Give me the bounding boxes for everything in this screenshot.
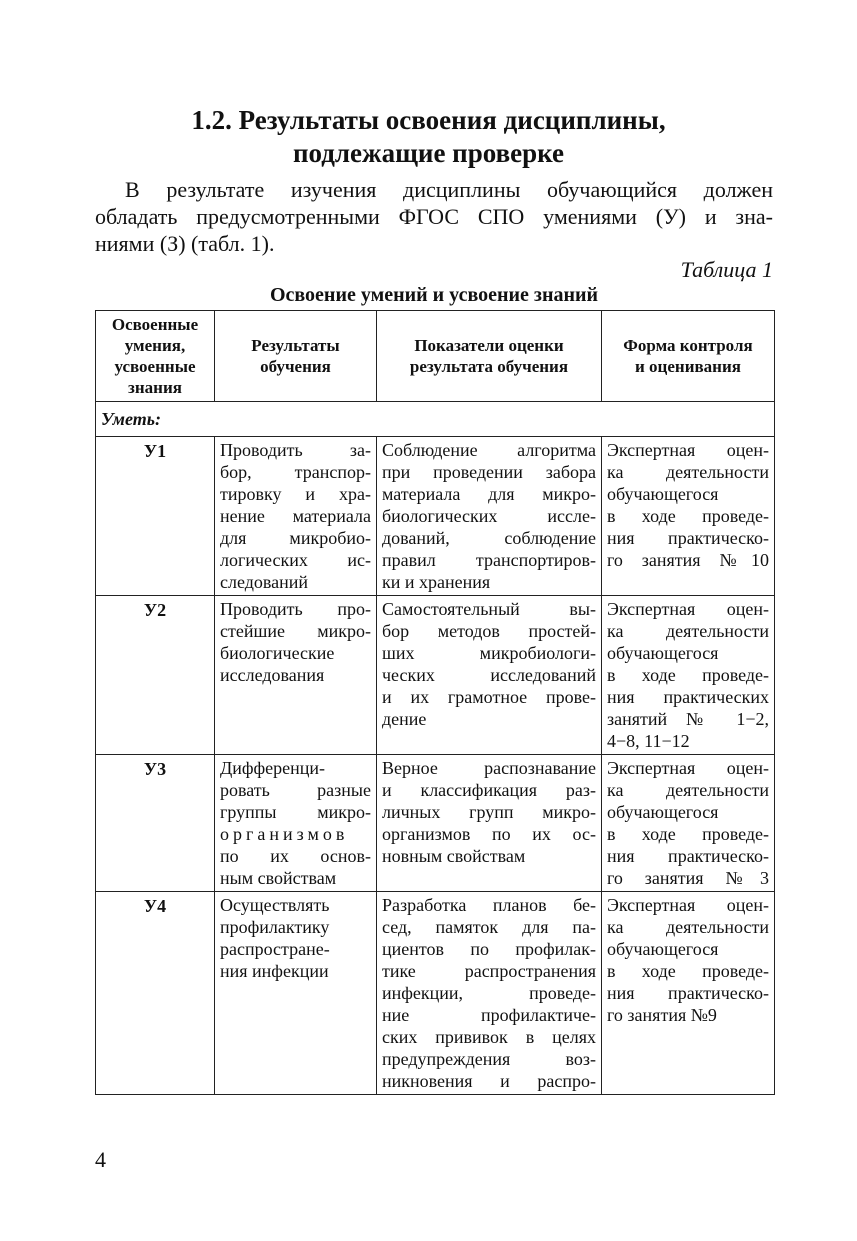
cell-line: организмов [220, 824, 349, 844]
cell-line: правил транспортиров- [382, 550, 596, 570]
table-row [96, 596, 775, 755]
cell-line: стейшие микро- [220, 621, 371, 641]
cell-line: занятий № 1−2, [607, 709, 769, 729]
skill-code: У3 [96, 755, 215, 892]
cell-line: Разработка планов бе- [382, 895, 596, 915]
header-learning-results [215, 311, 377, 402]
cell-line: для микробио- [220, 528, 371, 548]
cell-line: профилактику [220, 917, 330, 937]
cell-line: тике распространения [382, 961, 596, 981]
cell-line: ния инфекции [220, 961, 329, 981]
page-number: 4 [95, 1147, 106, 1172]
cell-line: го занятия №9 [607, 1005, 717, 1025]
cell-line: ния практическо- [607, 528, 769, 548]
header-line: умения, [124, 336, 186, 355]
header-line: и оценивания [635, 357, 741, 376]
table-label: Таблица 1 [680, 257, 773, 282]
intro-paragraph [95, 176, 773, 257]
cell-line: Проводить за- [220, 440, 371, 460]
control-cell [602, 755, 775, 892]
header-mastered-skills [96, 311, 215, 402]
intro-line-1: В результате изучения дисциплины обучающийся должен [125, 177, 773, 202]
cell-line: дение [382, 709, 427, 729]
cell-line: бор, транспор- [220, 462, 371, 482]
cell-line: материала для микро- [382, 484, 596, 504]
cell-line: обучающегося [607, 643, 719, 663]
section-heading-line-2: подлежащие проверке [292, 138, 565, 168]
header-line: Результаты [251, 336, 340, 355]
table-row [96, 755, 775, 892]
cell-line: обучающегося [607, 802, 719, 822]
header-assessment-indicators [377, 311, 602, 402]
cell-line: 4−8, 11−12 [607, 731, 690, 751]
cell-line: Экспертная оцен- [607, 895, 769, 915]
cell-line: в ходе проведе- [607, 506, 769, 526]
cell-line: ния практических [607, 687, 769, 707]
result-cell [215, 892, 377, 1095]
cell-line: распростране- [220, 939, 330, 959]
cell-line: ских прививок в целях [382, 1027, 596, 1047]
indicators-cell [377, 596, 602, 755]
cell-line: ние профилактиче- [382, 1005, 596, 1025]
skills-table [95, 310, 775, 1095]
cell-line: биологических иссле- [382, 506, 596, 526]
header-line: Показатели оценки [414, 336, 564, 355]
cell-line: следований [220, 572, 309, 592]
header-line: усвоенные [114, 357, 196, 376]
result-cell [215, 437, 377, 596]
cell-line: группы микро- [220, 802, 371, 822]
cell-line: инфекции, проведе- [382, 983, 596, 1003]
cell-line: го занятия №3 [607, 868, 769, 888]
intro-line-3: ниями (З) (табл. 1). [95, 231, 275, 256]
cell-line: ших микробиологи- [382, 643, 596, 663]
table-header-row [96, 311, 775, 402]
control-cell [602, 437, 775, 596]
cell-line: Самостоятельный вы- [382, 599, 596, 619]
cell-line: ческих исследований [382, 665, 596, 685]
cell-line: дований, соблюдение [382, 528, 596, 548]
cell-line: циентов по профилак- [382, 939, 596, 959]
header-control-form [602, 311, 775, 402]
cell-line: Экспертная оцен- [607, 599, 769, 619]
cell-line: личных групп микро- [382, 802, 596, 822]
cell-line: нение материала [220, 506, 371, 526]
cell-line: и их грамотное прове- [382, 687, 596, 707]
header-line: Освоенные [111, 315, 199, 334]
result-cell [215, 755, 377, 892]
cell-line: обучающегося [607, 939, 719, 959]
cell-line: в ходе проведе- [607, 961, 769, 981]
cell-line: ровать разные [220, 780, 371, 800]
cell-line: бор методов простей- [382, 621, 596, 641]
table-title: Освоение умений и усвоение знаний [269, 284, 599, 306]
section-label: Уметь: [96, 402, 775, 437]
cell-line: биологические [220, 643, 335, 663]
cell-line: предупреждения воз- [382, 1049, 596, 1069]
intro-line-2: обладать предусмотренными ФГОС СПО умениями (У) и зна- [95, 204, 773, 229]
indicators-cell [377, 755, 602, 892]
header-line: знания [128, 378, 182, 397]
cell-line: ка деятельности [607, 780, 769, 800]
header-line: результата обучения [409, 357, 569, 376]
cell-line: Экспертная оцен- [607, 758, 769, 778]
cell-line: и классификация раз- [382, 780, 596, 800]
cell-line: логических ис- [220, 550, 371, 570]
cell-line: ка деятельности [607, 917, 769, 937]
cell-line: обучающегося [607, 484, 719, 504]
cell-line: организмов по их ос- [382, 824, 596, 844]
cell-line: Дифференци- [220, 758, 326, 778]
cell-line: ка деятельности [607, 621, 769, 641]
cell-line: Осуществлять [220, 895, 330, 915]
header-line: обучения [260, 357, 331, 376]
cell-line: го занятия №10 [607, 550, 769, 570]
cell-line: сед, памяток для па- [382, 917, 596, 937]
cell-line: тировку и хра- [220, 484, 371, 504]
cell-line: ния практическо- [607, 846, 769, 866]
indicators-cell [377, 892, 602, 1095]
cell-line: Соблюдение алгоритма [382, 440, 596, 460]
cell-line: новным свойствам [382, 846, 526, 866]
section-heading [0, 104, 857, 170]
cell-line: по их основ- [220, 846, 371, 866]
cell-line: ка деятельности [607, 462, 769, 482]
cell-line: при проведении забора [382, 462, 596, 482]
cell-line: ния практическо- [607, 983, 769, 1003]
header-line: Форма контроля [623, 336, 753, 355]
table-row [96, 437, 775, 596]
control-cell [602, 892, 775, 1095]
skill-code: У2 [96, 596, 215, 755]
cell-line: Экспертная оцен- [607, 440, 769, 460]
cell-line: ки и хранения [382, 572, 491, 592]
cell-line: в ходе проведе- [607, 665, 769, 685]
control-cell [602, 596, 775, 755]
cell-line: Верное распознавание [382, 758, 596, 778]
section-row [96, 402, 775, 437]
cell-line: никновения и распро- [382, 1071, 596, 1091]
cell-line: исследования [220, 665, 325, 685]
indicators-cell [377, 437, 602, 596]
cell-line: в ходе проведе- [607, 824, 769, 844]
section-heading-line-1: 1.2. Результаты освоения дисциплины, [191, 105, 666, 135]
skill-code: У1 [96, 437, 215, 596]
skill-code: У4 [96, 892, 215, 1095]
cell-line: Проводить про- [220, 599, 371, 619]
table-row [96, 892, 775, 1095]
cell-line: ным свойствам [220, 868, 337, 888]
result-cell [215, 596, 377, 755]
